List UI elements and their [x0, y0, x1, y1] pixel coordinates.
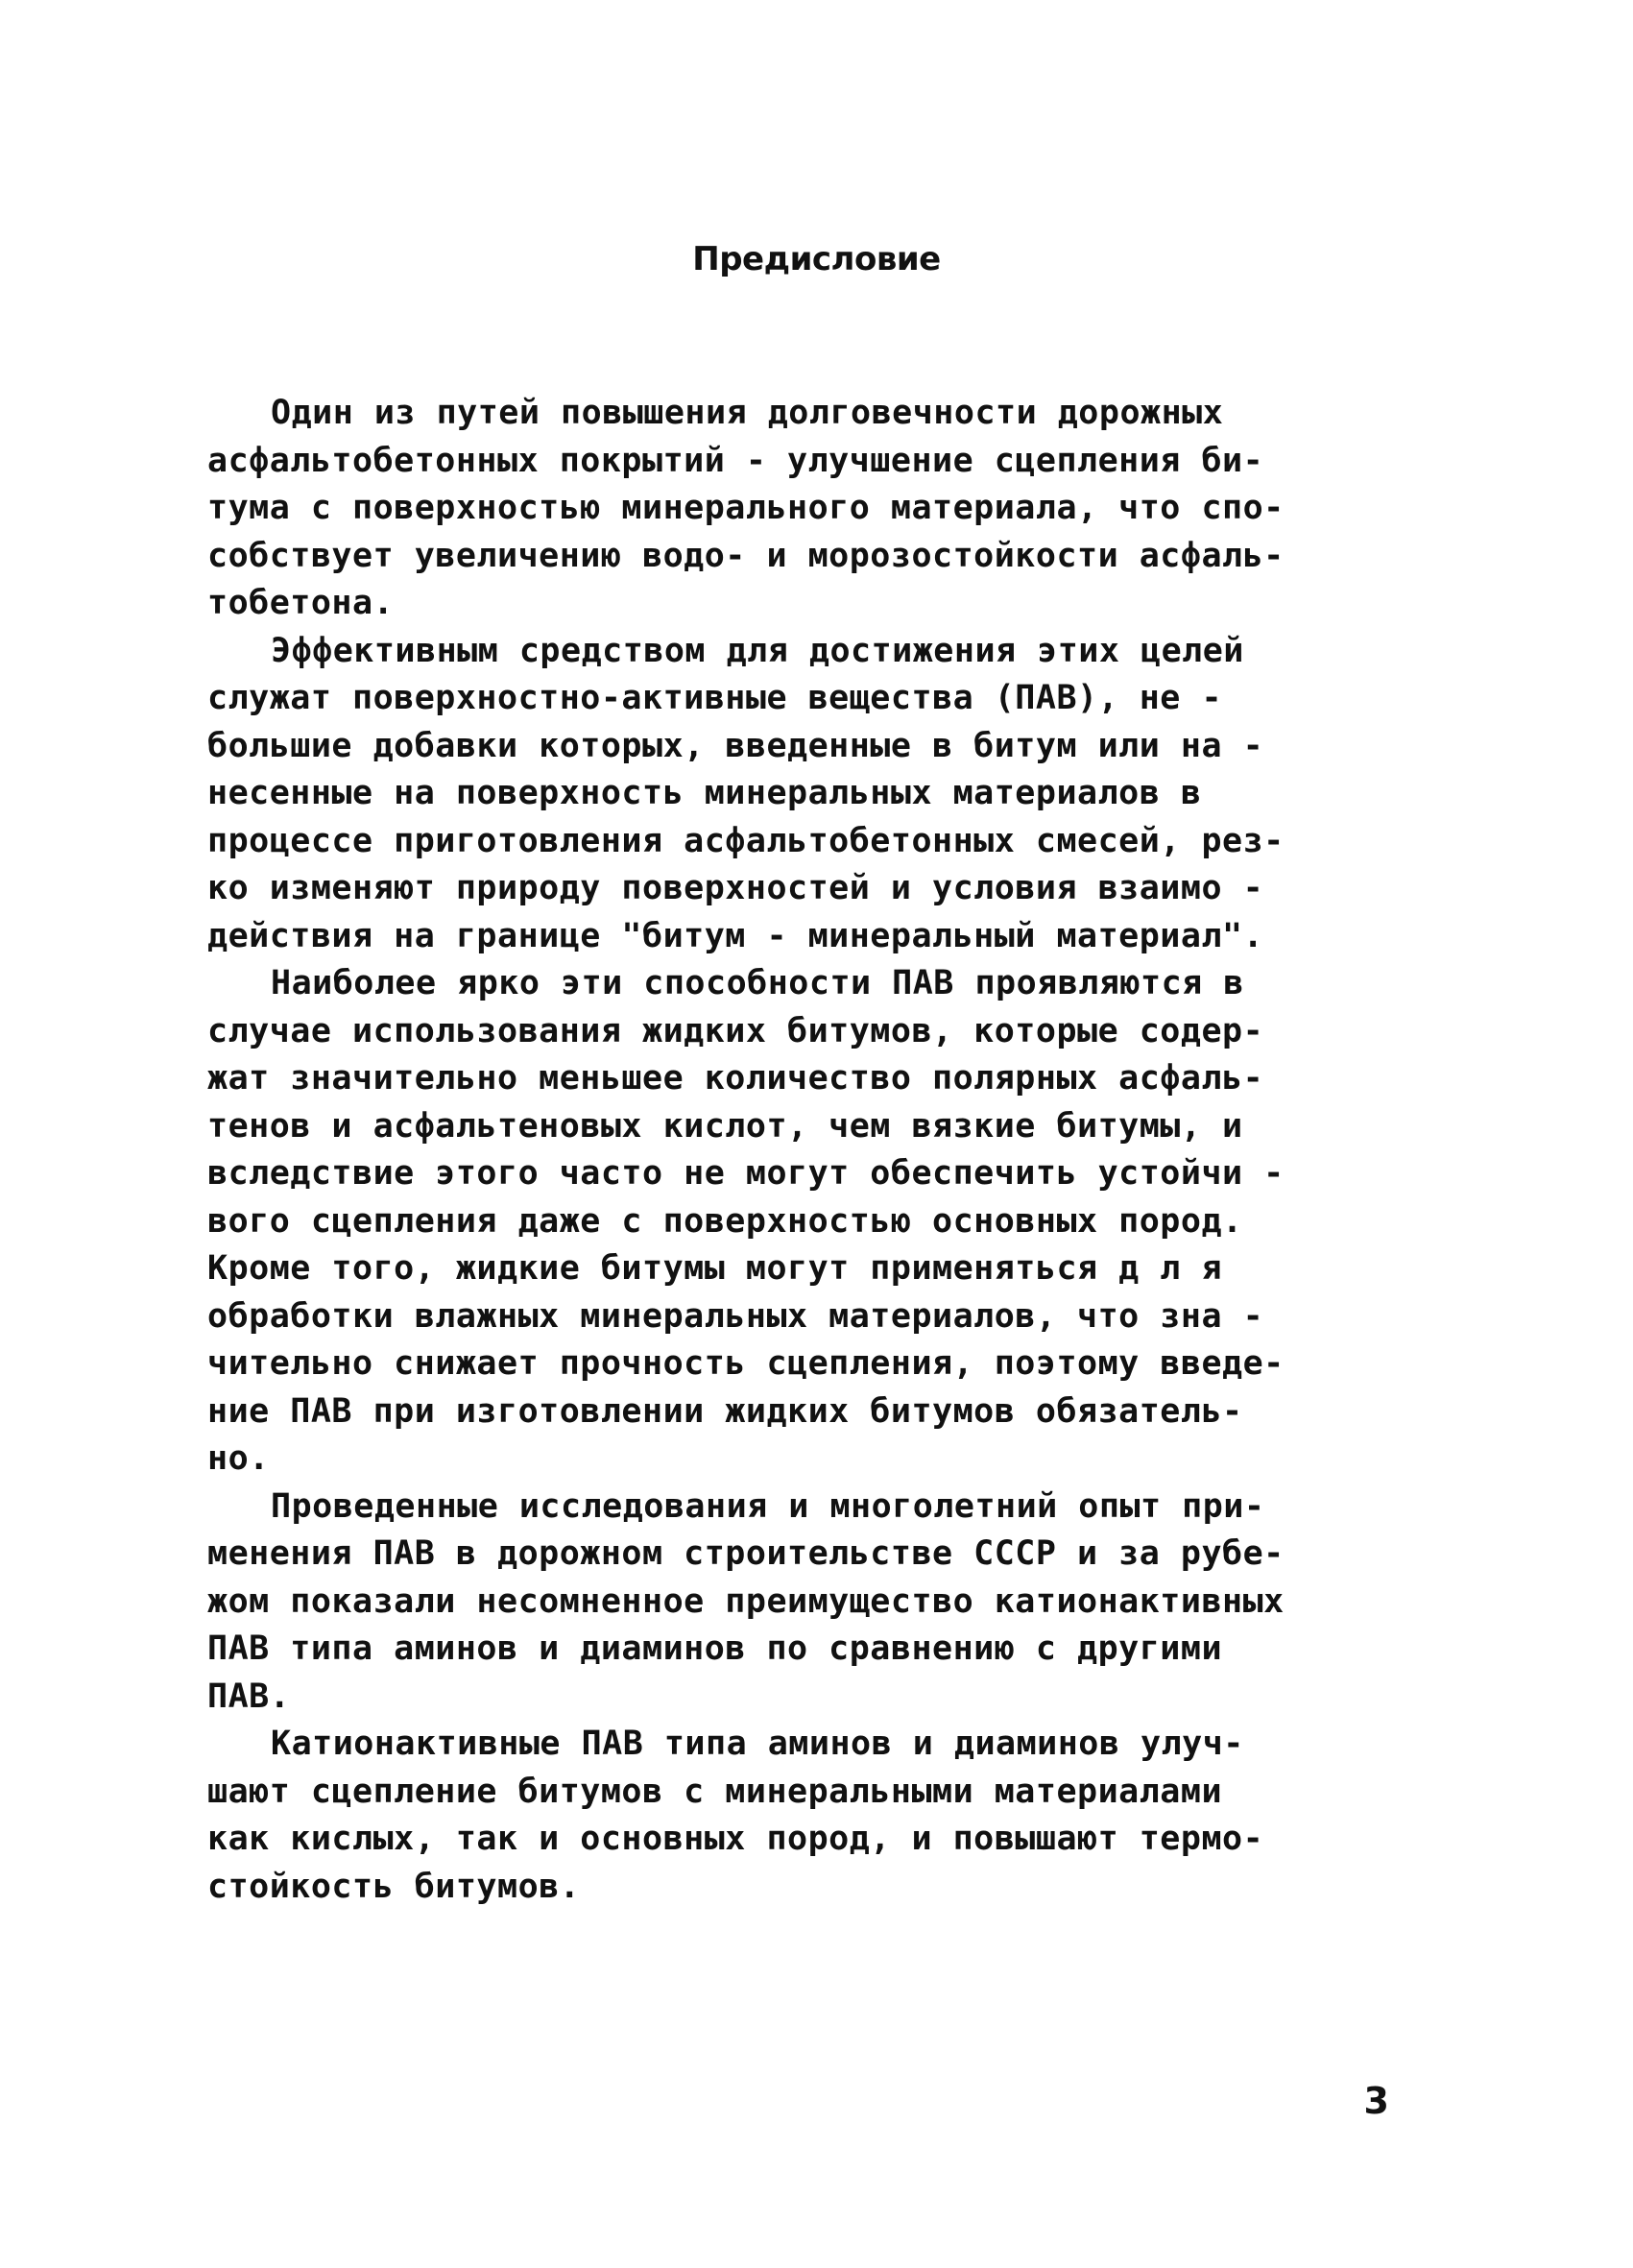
text-line: вого сцепления даже с поверхностью основных пород. [207, 1201, 1243, 1241]
text-line: чительно снижает прочность сцепления, поэтому введе- [207, 1344, 1285, 1383]
text-line: Катионактивные ПАВ типа аминов и диаминов улуч- [271, 1725, 1244, 1763]
text-line: процессе приготовления асфальтобетонных смесей, рез- [207, 821, 1285, 860]
text-line: тобетона. [207, 584, 395, 622]
body-text [207, 390, 1407, 1911]
text-line: Наиболее ярко эти способности ПАВ проявляются в [271, 964, 1244, 1002]
text-line: действия на границе "битум - минеральный материал". [207, 916, 1264, 955]
text-line: собствует увеличению водо- и морозостойкости асфаль- [207, 536, 1285, 575]
text-line: ко изменяют природу поверхностей и условия взаимо - [207, 869, 1264, 907]
text-line: вследствие этого часто не могут обеспечить устойчи - [207, 1154, 1285, 1193]
page-number: 3 [1363, 2080, 1389, 2122]
text-line: менения ПАВ в дорожном строительстве СССР и за рубе- [207, 1534, 1285, 1573]
text-line: жом показали несомненное преимущество катионактивных [207, 1581, 1285, 1621]
text-line: Кроме того, жидкие битумы могут применяться д л я [207, 1249, 1223, 1288]
text-line: ПАВ типа аминов и диаминов по сравнению с другими [207, 1629, 1223, 1668]
text-line: шают сцепление битумов с минеральными материалами [207, 1772, 1223, 1811]
text-line: стойкость битумов. [207, 1867, 581, 1906]
text-line: Один из путей повышения долговечности дорожных [271, 394, 1224, 432]
text-line: как кислых, так и основных пород, и повышают термо- [207, 1820, 1264, 1858]
text-line: ние ПАВ при изготовлении жидких битумов обязатель- [207, 1391, 1243, 1431]
text-line: асфальтобетонных покрытий - улучшение сцепления би- [207, 441, 1264, 480]
text-line: жат значительно меньшее количество полярных асфаль- [207, 1059, 1264, 1098]
text-line: служат поверхностно-активные вещества (ПАВ), не - [207, 679, 1223, 717]
text-line: тума с поверхностью минерального материала, что спо- [207, 489, 1285, 527]
page-title: Предисловие [692, 240, 941, 278]
text-line: большие добавки которых, введенные в битум или на - [207, 726, 1264, 765]
text-line: случае использования жидких битумов, которые содер- [207, 1011, 1264, 1050]
text-line: тенов и асфальтеновых кислот, чем вязкие битумы, и [207, 1106, 1243, 1146]
text-line: обработки влажных минеральных материалов, что зна - [207, 1296, 1264, 1336]
text-line: Эффективным средством для достижения этих целей [271, 631, 1244, 670]
text-line: ПАВ. [207, 1677, 291, 1716]
text-line: но. [207, 1439, 270, 1478]
text-line: несенные на поверхность минеральных материалов в [207, 774, 1202, 812]
text-line: Проведенные исследования и многолетний опыт при- [271, 1486, 1265, 1526]
